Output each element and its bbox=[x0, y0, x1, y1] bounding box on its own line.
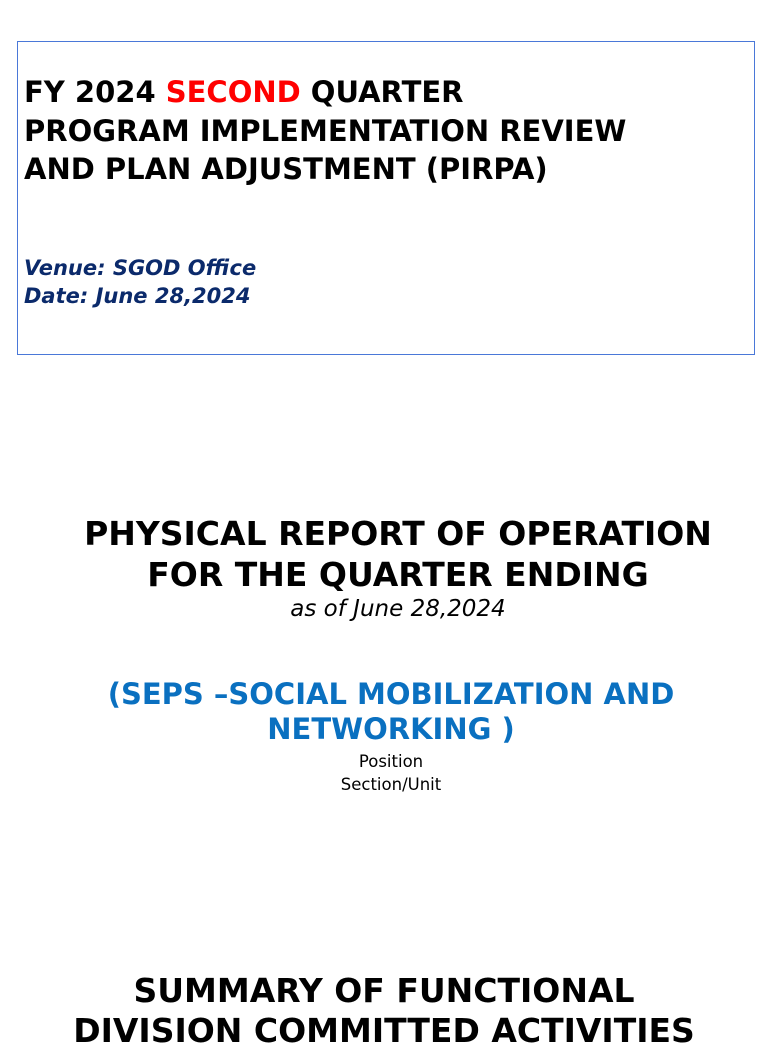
pirpa-title bbox=[24, 73, 626, 189]
seps-heading-line-1: (SEPS –SOCIAL MOBILIZATION AND bbox=[107, 677, 675, 711]
seps-section-heading bbox=[7, 677, 775, 747]
title-box bbox=[17, 41, 755, 355]
title-line-1: FY 2024 SECOND QUARTER bbox=[24, 75, 464, 109]
venue-text: Venue: SGOD Office bbox=[24, 256, 257, 280]
as-of-date: as of June 28,2024 bbox=[290, 596, 506, 622]
venue-date-block bbox=[24, 254, 256, 310]
position-label: Position bbox=[358, 752, 424, 771]
report-title-line-2: FOR THE QUARTER ENDING bbox=[147, 555, 649, 594]
date-text: Date: June 28,2024 bbox=[24, 284, 251, 308]
summary-title-line-2: DIVISION COMMITTED ACTIVITIES bbox=[73, 1011, 695, 1050]
title-line-2: PROGRAM IMPLEMENTATION REVIEW bbox=[24, 113, 627, 148]
physical-report-title bbox=[14, 513, 782, 595]
summary-title bbox=[0, 971, 768, 1051]
section-unit-label: Section/Unit bbox=[340, 775, 442, 794]
title-line-3: AND PLAN ADJUSTMENT (PIRPA) bbox=[24, 152, 548, 186]
summary-title-line-1: SUMMARY OF FUNCTIONAL bbox=[133, 971, 635, 1010]
report-title-line-1: PHYSICAL REPORT OF OPERATION bbox=[84, 514, 712, 553]
seps-heading-line-2: NETWORKING ) bbox=[267, 712, 515, 746]
quarter-highlight: SECOND bbox=[165, 75, 301, 109]
